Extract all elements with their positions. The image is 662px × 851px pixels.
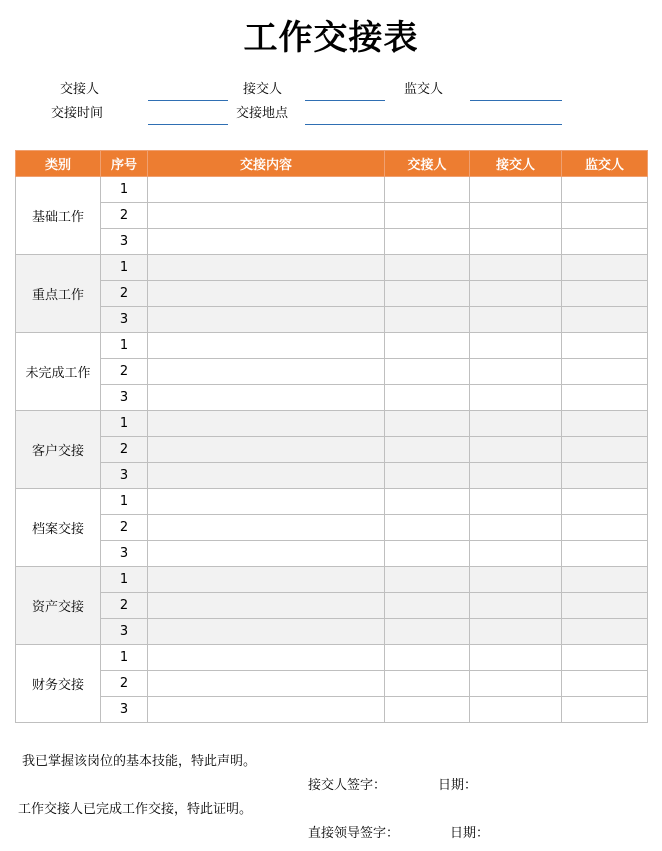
supervisor-cell[interactable] bbox=[562, 385, 648, 411]
supervisor-cell[interactable] bbox=[562, 593, 648, 619]
supervisor-cell[interactable] bbox=[562, 515, 648, 541]
handover-cell[interactable] bbox=[385, 203, 470, 229]
table-row bbox=[16, 593, 648, 619]
statement-1: 我已掌握该岗位的基本技能，特此声明。 bbox=[22, 754, 257, 769]
handover-label: 交接人 bbox=[60, 82, 100, 97]
content-cell[interactable] bbox=[148, 411, 385, 437]
receiver-field[interactable] bbox=[305, 100, 385, 101]
header-handover: 交接人 bbox=[385, 151, 470, 177]
supervisor-cell[interactable] bbox=[562, 229, 648, 255]
handover-cell[interactable] bbox=[385, 437, 470, 463]
supervisor-cell[interactable] bbox=[562, 437, 648, 463]
index-cell: 3 bbox=[101, 307, 148, 333]
handover-cell[interactable] bbox=[385, 671, 470, 697]
content-cell[interactable] bbox=[148, 697, 385, 723]
receiver-cell[interactable] bbox=[470, 437, 562, 463]
statement-2: 工作交接人已完成工作交接，特此证明。 bbox=[18, 802, 253, 817]
index-cell: 3 bbox=[101, 463, 148, 489]
table-row bbox=[16, 541, 648, 567]
handover-cell[interactable] bbox=[385, 697, 470, 723]
supervisor-cell[interactable] bbox=[562, 333, 648, 359]
receiver-cell[interactable] bbox=[470, 541, 562, 567]
receiver-cell[interactable] bbox=[470, 385, 562, 411]
index-cell: 1 bbox=[101, 645, 148, 671]
receiver-cell[interactable] bbox=[470, 203, 562, 229]
index-cell: 2 bbox=[101, 515, 148, 541]
index-cell: 1 bbox=[101, 411, 148, 437]
content-cell[interactable] bbox=[148, 177, 385, 203]
receiver-cell[interactable] bbox=[470, 619, 562, 645]
index-cell: 2 bbox=[101, 671, 148, 697]
supervisor-cell[interactable] bbox=[562, 619, 648, 645]
content-cell[interactable] bbox=[148, 463, 385, 489]
date-2-label: 日期： bbox=[450, 826, 490, 841]
content-cell[interactable] bbox=[148, 541, 385, 567]
handover-cell[interactable] bbox=[385, 411, 470, 437]
content-cell[interactable] bbox=[148, 567, 385, 593]
handover-cell[interactable] bbox=[385, 619, 470, 645]
index-cell: 1 bbox=[101, 489, 148, 515]
index-cell: 1 bbox=[101, 567, 148, 593]
receiver-cell[interactable] bbox=[470, 333, 562, 359]
receiver-cell[interactable] bbox=[470, 255, 562, 281]
table-header-row bbox=[16, 151, 648, 177]
supervisor-cell[interactable] bbox=[562, 255, 648, 281]
place-label: 交接地点 bbox=[236, 106, 289, 121]
supervisor-cell[interactable] bbox=[562, 177, 648, 203]
sign-1-label: 接交人签字： bbox=[308, 778, 387, 793]
handover-cell[interactable] bbox=[385, 567, 470, 593]
handover-cell[interactable] bbox=[385, 333, 470, 359]
handover-cell[interactable] bbox=[385, 229, 470, 255]
receiver-cell[interactable] bbox=[470, 697, 562, 723]
receiver-cell[interactable] bbox=[470, 645, 562, 671]
index-cell: 2 bbox=[101, 281, 148, 307]
content-cell[interactable] bbox=[148, 281, 385, 307]
category-cell: 重点工作 bbox=[16, 255, 101, 333]
content-cell[interactable] bbox=[148, 489, 385, 515]
handover-cell[interactable] bbox=[385, 359, 470, 385]
receiver-cell[interactable] bbox=[470, 515, 562, 541]
handover-field[interactable] bbox=[148, 100, 228, 101]
category-cell: 基础工作 bbox=[16, 177, 101, 255]
category-cell: 资产交接 bbox=[16, 567, 101, 645]
receiver-cell[interactable] bbox=[470, 489, 562, 515]
supervisor-cell[interactable] bbox=[562, 463, 648, 489]
index-cell: 1 bbox=[101, 177, 148, 203]
receiver-cell[interactable] bbox=[470, 281, 562, 307]
table-row bbox=[16, 255, 648, 281]
receiver-cell[interactable] bbox=[470, 359, 562, 385]
receiver-cell[interactable] bbox=[470, 411, 562, 437]
index-cell: 1 bbox=[101, 255, 148, 281]
supervisor-cell[interactable] bbox=[562, 645, 648, 671]
index-cell: 2 bbox=[101, 359, 148, 385]
header-index: 序号 bbox=[101, 151, 148, 177]
sign-2-label: 直接领导签字： bbox=[308, 826, 400, 841]
receiver-cell[interactable] bbox=[470, 307, 562, 333]
handover-table bbox=[15, 150, 648, 723]
supervisor-label: 监交人 bbox=[404, 82, 444, 97]
index-cell: 3 bbox=[101, 385, 148, 411]
index-cell: 3 bbox=[101, 697, 148, 723]
content-cell[interactable] bbox=[148, 307, 385, 333]
handover-cell[interactable] bbox=[385, 177, 470, 203]
time-field[interactable] bbox=[148, 124, 228, 125]
content-cell[interactable] bbox=[148, 255, 385, 281]
table-row bbox=[16, 567, 648, 593]
content-cell[interactable] bbox=[148, 437, 385, 463]
content-cell[interactable] bbox=[148, 229, 385, 255]
supervisor-cell[interactable] bbox=[562, 307, 648, 333]
supervisor-cell[interactable] bbox=[562, 671, 648, 697]
table-row bbox=[16, 411, 648, 437]
index-cell: 1 bbox=[101, 333, 148, 359]
handover-cell[interactable] bbox=[385, 515, 470, 541]
handover-cell[interactable] bbox=[385, 281, 470, 307]
supervisor-cell[interactable] bbox=[562, 697, 648, 723]
table-row bbox=[16, 671, 648, 697]
supervisor-cell[interactable] bbox=[562, 359, 648, 385]
category-cell: 客户交接 bbox=[16, 411, 101, 489]
date-1-label: 日期： bbox=[438, 778, 478, 793]
receiver-cell[interactable] bbox=[470, 671, 562, 697]
handover-cell[interactable] bbox=[385, 255, 470, 281]
handover-cell[interactable] bbox=[385, 593, 470, 619]
handover-cell[interactable] bbox=[385, 463, 470, 489]
time-label: 交接时间 bbox=[51, 106, 104, 121]
handover-cell[interactable] bbox=[385, 489, 470, 515]
table-row bbox=[16, 645, 648, 671]
header-receiver: 接交人 bbox=[470, 151, 562, 177]
table-row bbox=[16, 385, 648, 411]
content-cell[interactable] bbox=[148, 593, 385, 619]
index-cell: 2 bbox=[101, 593, 148, 619]
index-cell: 2 bbox=[101, 203, 148, 229]
content-cell[interactable] bbox=[148, 645, 385, 671]
supervisor-cell[interactable] bbox=[562, 281, 648, 307]
category-cell: 财务交接 bbox=[16, 645, 101, 723]
handover-cell[interactable] bbox=[385, 385, 470, 411]
category-cell: 档案交接 bbox=[16, 489, 101, 567]
table-row bbox=[16, 619, 648, 645]
content-cell[interactable] bbox=[148, 333, 385, 359]
receiver-cell[interactable] bbox=[470, 229, 562, 255]
content-cell[interactable] bbox=[148, 203, 385, 229]
table-row bbox=[16, 437, 648, 463]
supervisor-cell[interactable] bbox=[562, 411, 648, 437]
handover-cell[interactable] bbox=[385, 645, 470, 671]
supervisor-cell[interactable] bbox=[562, 203, 648, 229]
table-row bbox=[16, 307, 648, 333]
index-cell: 3 bbox=[101, 541, 148, 567]
content-cell[interactable] bbox=[148, 671, 385, 697]
table-row bbox=[16, 333, 648, 359]
table-row bbox=[16, 203, 648, 229]
table-row bbox=[16, 697, 648, 723]
content-cell[interactable] bbox=[148, 359, 385, 385]
header-content: 交接内容 bbox=[148, 151, 385, 177]
page-title: 工作交接表 bbox=[243, 18, 419, 58]
place-field[interactable] bbox=[305, 124, 562, 125]
table-row bbox=[16, 359, 648, 385]
category-cell: 未完成工作 bbox=[16, 333, 101, 411]
supervisor-cell[interactable] bbox=[562, 567, 648, 593]
table-body bbox=[16, 177, 648, 723]
header-category: 类别 bbox=[16, 151, 101, 177]
receiver-cell[interactable] bbox=[470, 593, 562, 619]
table-row bbox=[16, 229, 648, 255]
receiver-label: 接交人 bbox=[243, 82, 283, 97]
supervisor-cell[interactable] bbox=[562, 489, 648, 515]
table-row bbox=[16, 463, 648, 489]
index-cell: 3 bbox=[101, 619, 148, 645]
supervisor-field[interactable] bbox=[470, 100, 562, 101]
table-row bbox=[16, 177, 648, 203]
receiver-cell[interactable] bbox=[470, 567, 562, 593]
handover-cell[interactable] bbox=[385, 541, 470, 567]
index-cell: 2 bbox=[101, 437, 148, 463]
table-row bbox=[16, 515, 648, 541]
table-row bbox=[16, 489, 648, 515]
receiver-cell[interactable] bbox=[470, 463, 562, 489]
handover-cell[interactable] bbox=[385, 307, 470, 333]
receiver-cell[interactable] bbox=[470, 177, 562, 203]
index-cell: 3 bbox=[101, 229, 148, 255]
content-cell[interactable] bbox=[148, 619, 385, 645]
table-row bbox=[16, 281, 648, 307]
header-supervisor: 监交人 bbox=[562, 151, 648, 177]
supervisor-cell[interactable] bbox=[562, 541, 648, 567]
content-cell[interactable] bbox=[148, 385, 385, 411]
content-cell[interactable] bbox=[148, 515, 385, 541]
